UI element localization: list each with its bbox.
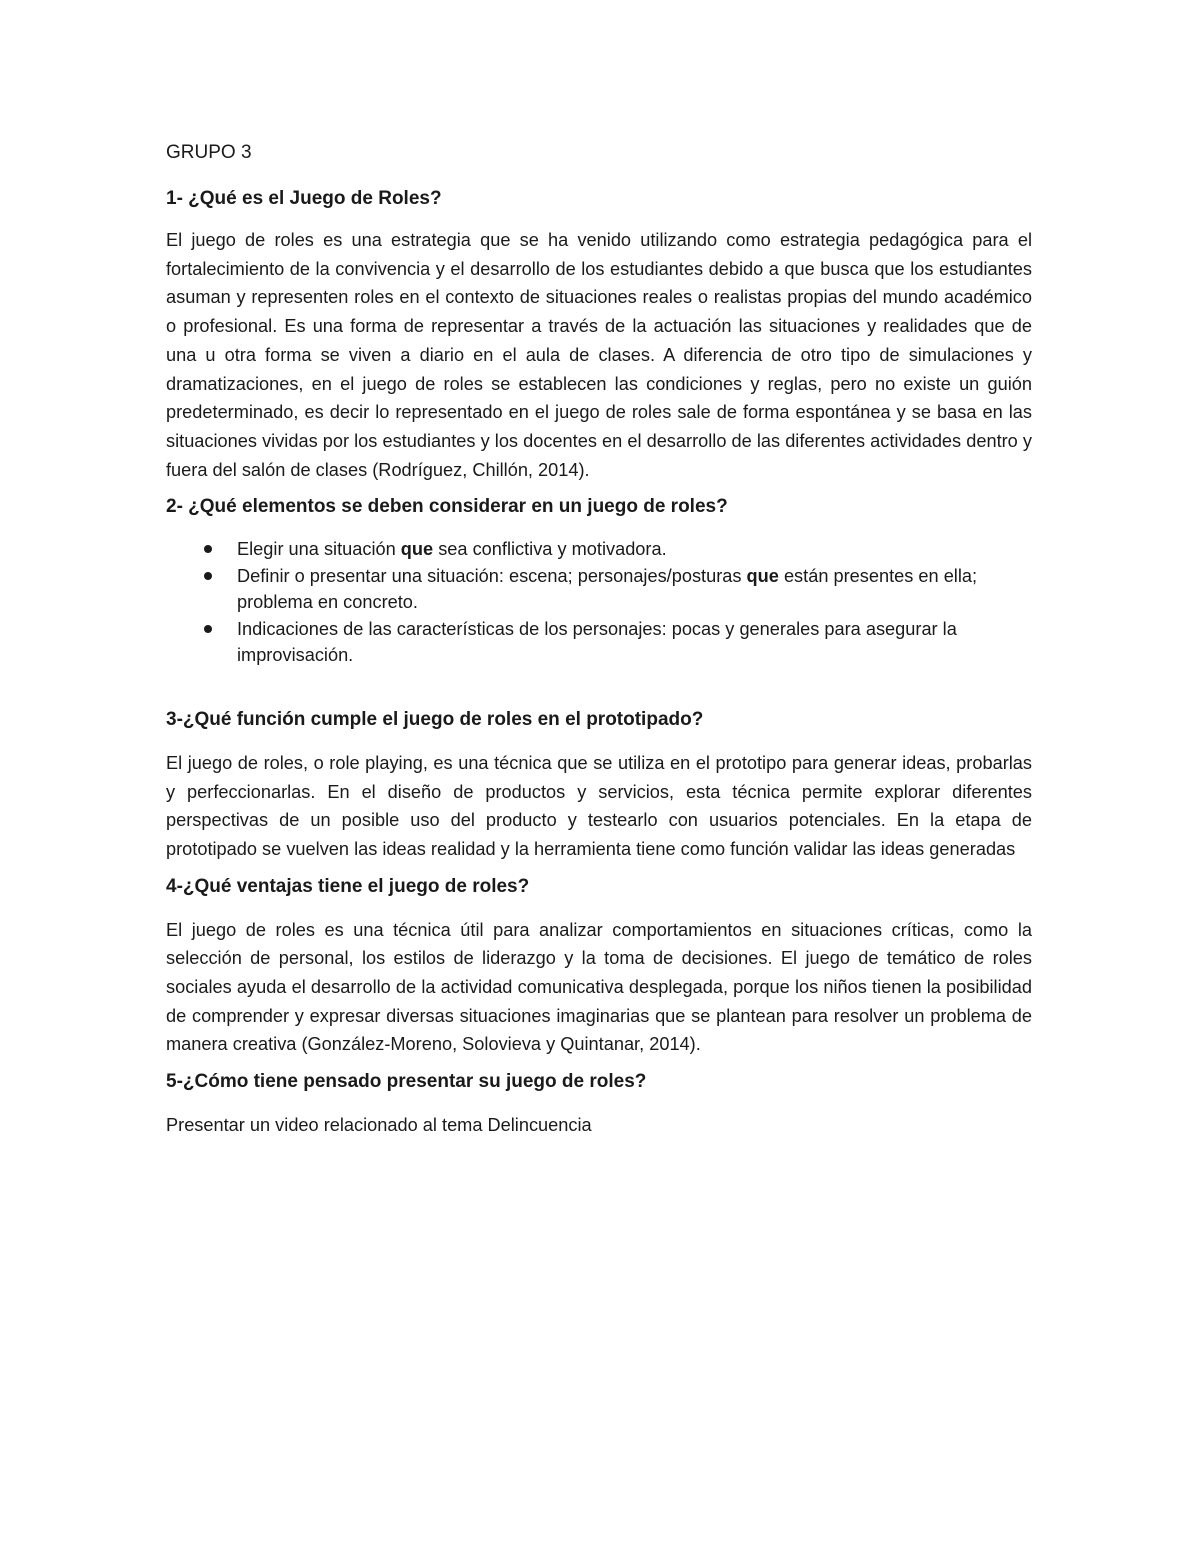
question-3-answer: El juego de roles, o role playing, es una técnica que se utiliza en el prototipo para generar ideas, probarlas y perfeccionarlas. En el diseño de productos y servicios, esta técnica permite explorar diferentes perspectivas de un posible uso del producto y testearlo con usuarios potenciales. En la etapa de prototipado se vuelven las ideas realidad y la herramienta tiene como función validar las ideas generadas <box>166 752 1032 859</box>
list-item: Definir o presentar una situación: escena; personajes/posturas que están presentes en ella; problema en concreto. <box>166 563 1032 616</box>
bullet-icon <box>204 625 212 633</box>
question-1-heading: 1- ¿Qué es el Juego de Roles? <box>166 188 442 209</box>
question-4-heading: 4-¿Qué ventajas tiene el juego de roles? <box>166 875 530 897</box>
bullet-icon <box>204 545 212 553</box>
question-5-answer: Presentar un video relacionado al tema Delincuencia <box>166 1115 592 1136</box>
question-1-answer: El juego de roles es una estrategia que se ha venido utilizando como estrategia pedagógica para el fortalecimiento de la convivencia y el desarrollo de los estudiantes debido a que busca que los estudiantes asuman y representen roles en el contexto de situaciones reales o realistas propias del mundo académico o profesional. Es una forma de representar a través de la actuación las situaciones y realidades que de una u otra forma se viven a diario en el aula de clases. A diferencia de otro tipo de simulaciones y dramatizaciones, en el juego de roles se establecen las condiciones y reglas, pero no existe un guión predeterminado, es decir lo representado en el juego de roles sale de forma espontánea y se basa en las situaciones vividas por los estudiantes y los docentes en el desarrollo de las diferentes actividades dentro y fuera del salón de clases (Rodríguez, Chillón, 2014). <box>166 230 1032 480</box>
elements-list <box>166 536 1032 669</box>
list-item: Elegir una situación que sea conflictiva y motivadora. <box>166 536 1032 563</box>
question-2-heading: 2- ¿Qué elementos se deben considerar en un juego de roles? <box>166 496 728 518</box>
bullet-icon <box>204 572 212 580</box>
document-title: GRUPO 3 <box>166 142 252 163</box>
question-4-answer: El juego de roles es una técnica útil para analizar comportamientos en situaciones críticas, como la selección de personal, los estilos de liderazgo y la toma de decisiones. El juego de temático de roles sociales ayuda el desarrollo de la actividad comunicativa desplegada, porque los niños tienen la posibilidad de comprender y expresar diversas situaciones imaginarias que se plantean para resolver un problema de manera creativa (González-Moreno, Solovieva y Quintanar, 2014). <box>166 919 1032 1055</box>
list-item: Indicaciones de las características de los personajes: pocas y generales para asegurar la improvisación. <box>166 616 1032 669</box>
question-3-heading: 3-¿Qué función cumple el juego de roles en el prototipado? <box>166 708 704 730</box>
document-page <box>166 140 1032 1150</box>
question-5-heading: 5-¿Cómo tiene pensado presentar su juego de roles? <box>166 1071 647 1093</box>
